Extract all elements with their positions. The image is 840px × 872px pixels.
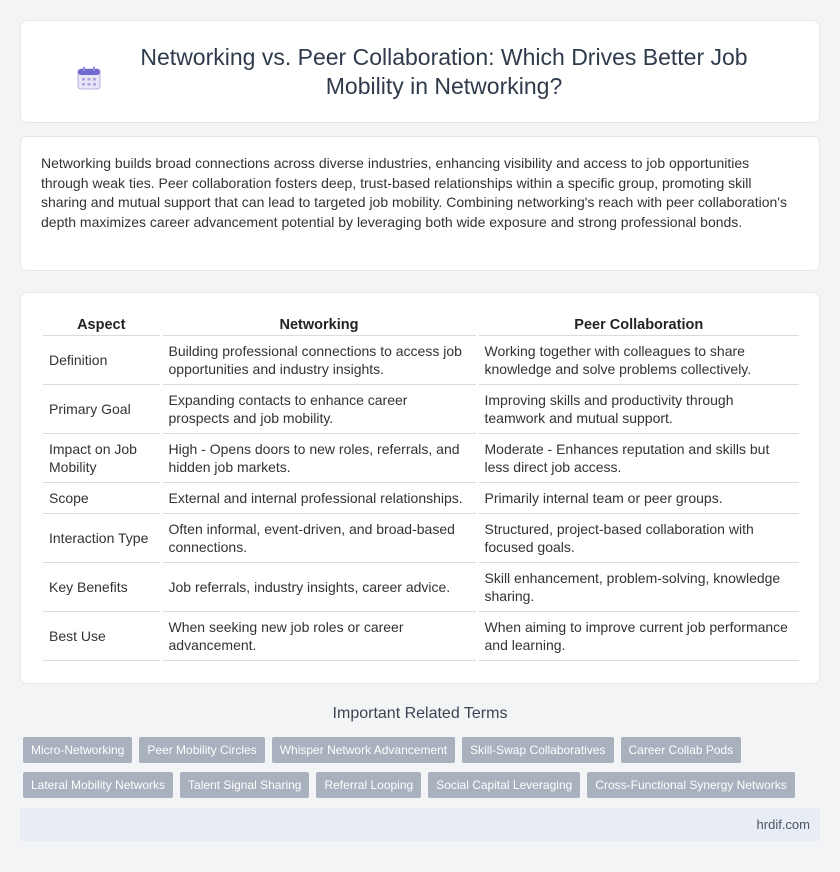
intro-paragraph: Networking builds broad connections across diverse industries, enhancing visibility and access to job opportunities through weak ties. Peer collaboration fosters deep, trust-based relationships within a specific group, promoting skill sharing and mutual support that can lead to targeted job mobility. Combining networking's reach with peer collaboration's depth maximizes career advancement potential by leveraging both wide exposure and strong professional bonds. [41, 155, 787, 230]
table-row [43, 612, 799, 661]
row-networking: Building professional connections to access job opportunities and industry insights. [161, 336, 477, 385]
row-aspect: Scope [43, 483, 161, 514]
row-aspect: Definition [43, 336, 161, 385]
row-networking: Expanding contacts to enhance career prospects and job mobility. [161, 385, 477, 434]
table-row [43, 336, 799, 385]
row-networking: External and internal professional relationships. [161, 483, 477, 514]
header-aspect: Aspect [43, 313, 161, 336]
row-peer: When aiming to improve current job performance and learning. [477, 612, 799, 661]
related-terms-list [23, 737, 823, 798]
intro-card [20, 136, 820, 271]
table-row [43, 385, 799, 434]
row-aspect: Key Benefits [43, 563, 161, 612]
header-peer-collaboration: Peer Collaboration [477, 313, 799, 336]
related-term-tag[interactable]: Cross-Functional Synergy Networks [587, 772, 794, 798]
table-row [43, 483, 799, 514]
title-card [20, 20, 820, 123]
row-networking: Job referrals, industry insights, career advice. [161, 563, 477, 612]
row-peer: Structured, project-based collaboration with focused goals. [477, 514, 799, 563]
row-aspect: Interaction Type [43, 514, 161, 563]
row-peer: Working together with colleagues to share knowledge and solve problems collectively. [477, 336, 799, 385]
row-networking: High - Opens doors to new roles, referrals, and hidden job markets. [161, 434, 477, 483]
row-networking: When seeking new job roles or career advancement. [161, 612, 477, 661]
related-term-tag[interactable]: Micro-Networking [23, 737, 132, 763]
row-peer: Primarily internal team or peer groups. [477, 483, 799, 514]
header-networking: Networking [161, 313, 477, 336]
row-networking: Often informal, event-driven, and broad-based connections. [161, 514, 477, 563]
related-term-tag[interactable]: Lateral Mobility Networks [23, 772, 173, 798]
related-term-tag[interactable]: Referral Looping [316, 772, 421, 798]
related-term-tag[interactable]: Whisper Network Advancement [272, 737, 455, 763]
related-term-tag[interactable]: Career Collab Pods [621, 737, 742, 763]
row-peer: Skill enhancement, problem-solving, knowledge sharing. [477, 563, 799, 612]
table-row [43, 563, 799, 612]
footer-bar [20, 808, 820, 841]
comparison-table [43, 313, 799, 661]
comparison-card [20, 292, 820, 684]
table-header-row [43, 313, 799, 336]
row-aspect: Best Use [43, 612, 161, 661]
related-term-tag[interactable]: Skill-Swap Collaboratives [462, 737, 613, 763]
table-row [43, 514, 799, 563]
page-title: Networking vs. Peer Collaboration: Which Drives Better Job Mobility in Networking? [140, 43, 748, 99]
calendar-icon [76, 65, 102, 91]
related-term-tag[interactable]: Talent Signal Sharing [180, 772, 309, 798]
row-peer: Moderate - Enhances reputation and skills but less direct job access. [477, 434, 799, 483]
table-row [43, 434, 799, 483]
row-peer: Improving skills and productivity through teamwork and mutual support. [477, 385, 799, 434]
related-term-tag[interactable]: Peer Mobility Circles [139, 737, 264, 763]
footer-site-link[interactable]: hrdif.com [756, 817, 810, 832]
related-term-tag[interactable]: Social Capital Leveraging [428, 772, 580, 798]
row-aspect: Impact on Job Mobility [43, 434, 161, 483]
title-wrap [76, 43, 764, 101]
related-terms-title: Important Related Terms [332, 705, 508, 722]
row-aspect: Primary Goal [43, 385, 161, 434]
